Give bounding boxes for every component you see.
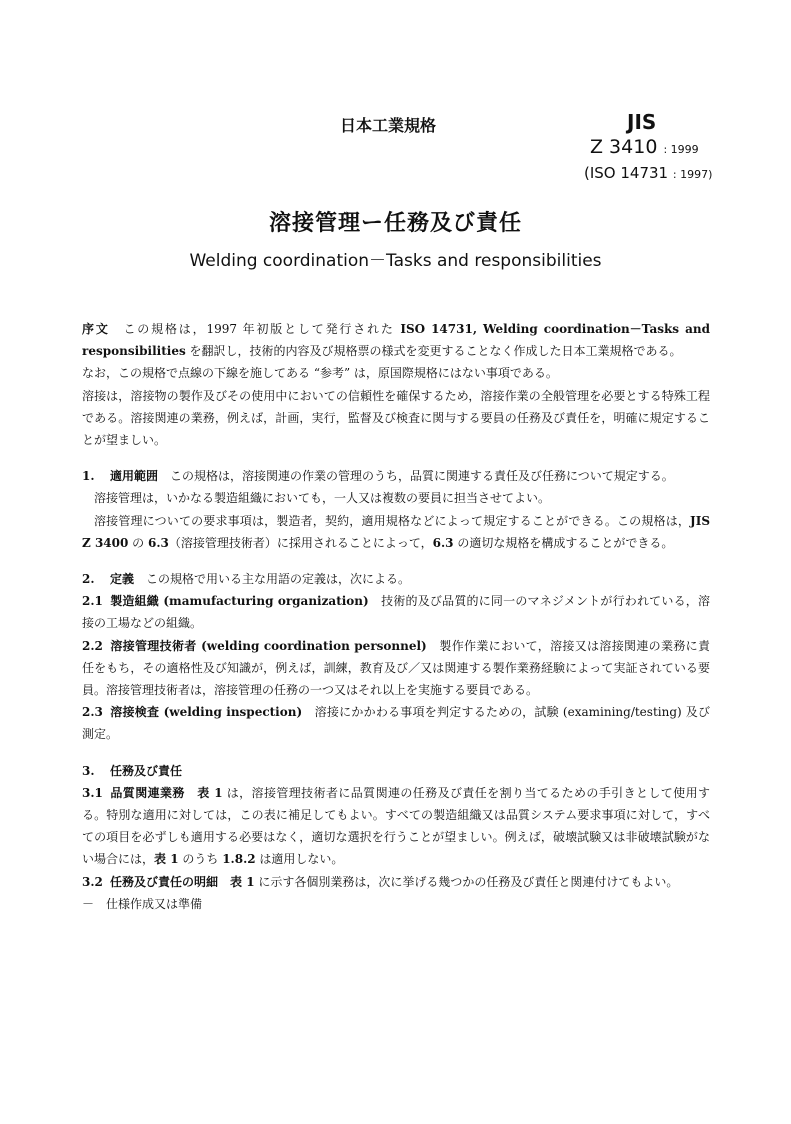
- section-1-paragraph-3: [82, 510, 710, 554]
- section-1-p1: この規格は，溶接関連の作業の管理のうち，品質に関連する責任及び任務について規定する。: [170, 469, 674, 484]
- preface-paragraph-3: 溶接は，溶接物の製作及びその使用中においての信頼性を確保するため，溶接作業の全般管理を必要とする特殊工程である。溶接関連の業務，例えば，計画，実行，監督及び検査に関与する要員の任務及び責任を，明確に規定することが望ましい。: [82, 388, 710, 448]
- title-english: Welding coordination－Tasks and responsibilities: [189, 251, 602, 271]
- preface-p1b: ISO 14731, Welding coordination－Tasks and responsibilities: [82, 322, 710, 359]
- preface-paragraph-2: なお，この規格で点線の下線を施してある “参考” は，原国際規格にはない事項である。: [82, 366, 558, 381]
- definition-2-1-term: 製造組織 (mamufacturing organization): [110, 594, 369, 609]
- section-1-number: 1.: [82, 469, 95, 484]
- standard-number-code: Z 3410: [590, 136, 658, 158]
- clause-3-1-a: 表 1: [197, 785, 223, 800]
- iso-reference-year: : 1997): [672, 168, 713, 181]
- clause-3-2-number: 3.2: [82, 874, 103, 889]
- clause-3-1-number: 3.1: [82, 785, 103, 800]
- s1-p3d: 6.3: [147, 535, 169, 550]
- standard-type: 日本工業規格: [340, 116, 437, 135]
- section-1-title: 適用範囲: [110, 469, 159, 484]
- section-2-intro: この規格で用いる主な用語の定義は，次による。: [146, 572, 411, 587]
- s1-p3a: 溶接管理についての要求事項は，製造者，契約，適用規格などによって規定することができる。この規格は，: [94, 513, 691, 528]
- section-3-title: 任務及び責任: [110, 763, 183, 778]
- clause-3-2-a: 表 1: [230, 874, 255, 889]
- document-body: [82, 318, 710, 915]
- definition-2-3-number: 2.3: [82, 705, 103, 720]
- definition-2-1-text: 技術的及び品質的に同一のマネジメントが行われている，溶接の工場などの組織。: [82, 594, 710, 631]
- clause-3-1-b: は，溶接管理技術者に品質関連の任務及び責任を割り当てるための手引きとして使用する。特別な適用に対しては，この表に補足してもよい。すべての製造組織又は品質システム要求事項に対して，すべての項目を必ずしも適用する必要はなく，適切な選択を行うことが望ましい。例えば，破壊試験又は非破壊試験がない場合には，: [82, 785, 710, 867]
- section-2-title: 定義: [110, 572, 135, 587]
- list-item: － 仕様作成又は準備: [82, 896, 203, 911]
- section-2-heading: [82, 568, 710, 590]
- standard-number: [590, 136, 699, 158]
- preface-p1a: この規格は，1997 年初版として発行された: [123, 322, 401, 336]
- definition-2-2-number: 2.2: [82, 638, 103, 653]
- clause-3-1-e: 1.8.2: [222, 852, 256, 867]
- clause-3-1-d: のうち: [178, 852, 223, 867]
- clause-3-1-heading: 品質関連業務: [110, 785, 185, 800]
- s1-p3e: （溶接管理技術者）に採用されることによって，: [168, 535, 433, 550]
- clause-3-1-f: は適用しない。: [255, 852, 344, 867]
- s1-p3g: の適切な規格を構成することができる。: [453, 535, 674, 550]
- definition-2-1-number: 2.1: [82, 594, 103, 609]
- section-3-number: 3.: [82, 763, 95, 778]
- standard-number-year: : 1999: [663, 143, 699, 156]
- clause-3-2: [82, 871, 710, 893]
- definition-2-2: [82, 635, 710, 702]
- section-2-number: 2.: [82, 572, 95, 587]
- definition-2-3: [82, 701, 710, 745]
- definition-2-2-term: 溶接管理技術者 (welding coordination personnel): [110, 638, 427, 653]
- title-japanese: 溶接管理ー任務及び責任: [268, 211, 522, 236]
- definition-2-3-text: 溶接にかかわる事項を判定するための，試験 (examining/testing) 及び測定。: [82, 705, 710, 742]
- definition-2-3-term: 溶接検査 (welding inspection): [110, 705, 303, 720]
- clause-3-1: [82, 782, 710, 871]
- section-1-paragraph-2: 溶接管理は，いかなる製造組織においても，一人又は複数の要員に担当させてよい。: [94, 491, 551, 506]
- jis-label: JIS: [627, 110, 657, 134]
- s1-p3c: の: [128, 535, 148, 550]
- section-1-heading: [82, 465, 710, 487]
- definition-2-1: [82, 590, 710, 634]
- preface-heading: 序文: [82, 322, 110, 336]
- definition-2-2-text: 製作作業において，溶接又は溶接関連の業務に責任をもち，その適格性及び知識が，例えば，訓練，教育及び／又は関連する製作業務経験によって実証されている要員。溶接管理技術者は，溶接管理の任務の一つ又はそれ以上を実施する要員である。: [82, 638, 710, 698]
- s1-p3b: JIS Z 3400: [82, 513, 710, 550]
- preface-paragraph-1: [82, 318, 710, 362]
- clause-3-2-b: に示す各個別業務は，次に挙げる幾つかの任務及び責任と関連付けてもよい。: [254, 874, 679, 889]
- clause-3-2-heading: 任務及び責任の明細: [110, 874, 219, 889]
- iso-reference-code: (ISO 14731: [584, 164, 669, 182]
- iso-reference: [584, 164, 712, 182]
- clause-3-1-c: 表 1: [154, 852, 179, 867]
- s1-p3f: 6.3: [432, 535, 454, 550]
- preface-p1c: を翻訳し，技術的内容及び規格票の様式を変更することなく作成した日本工業規格である。: [185, 344, 682, 359]
- section-3-heading: [82, 760, 710, 782]
